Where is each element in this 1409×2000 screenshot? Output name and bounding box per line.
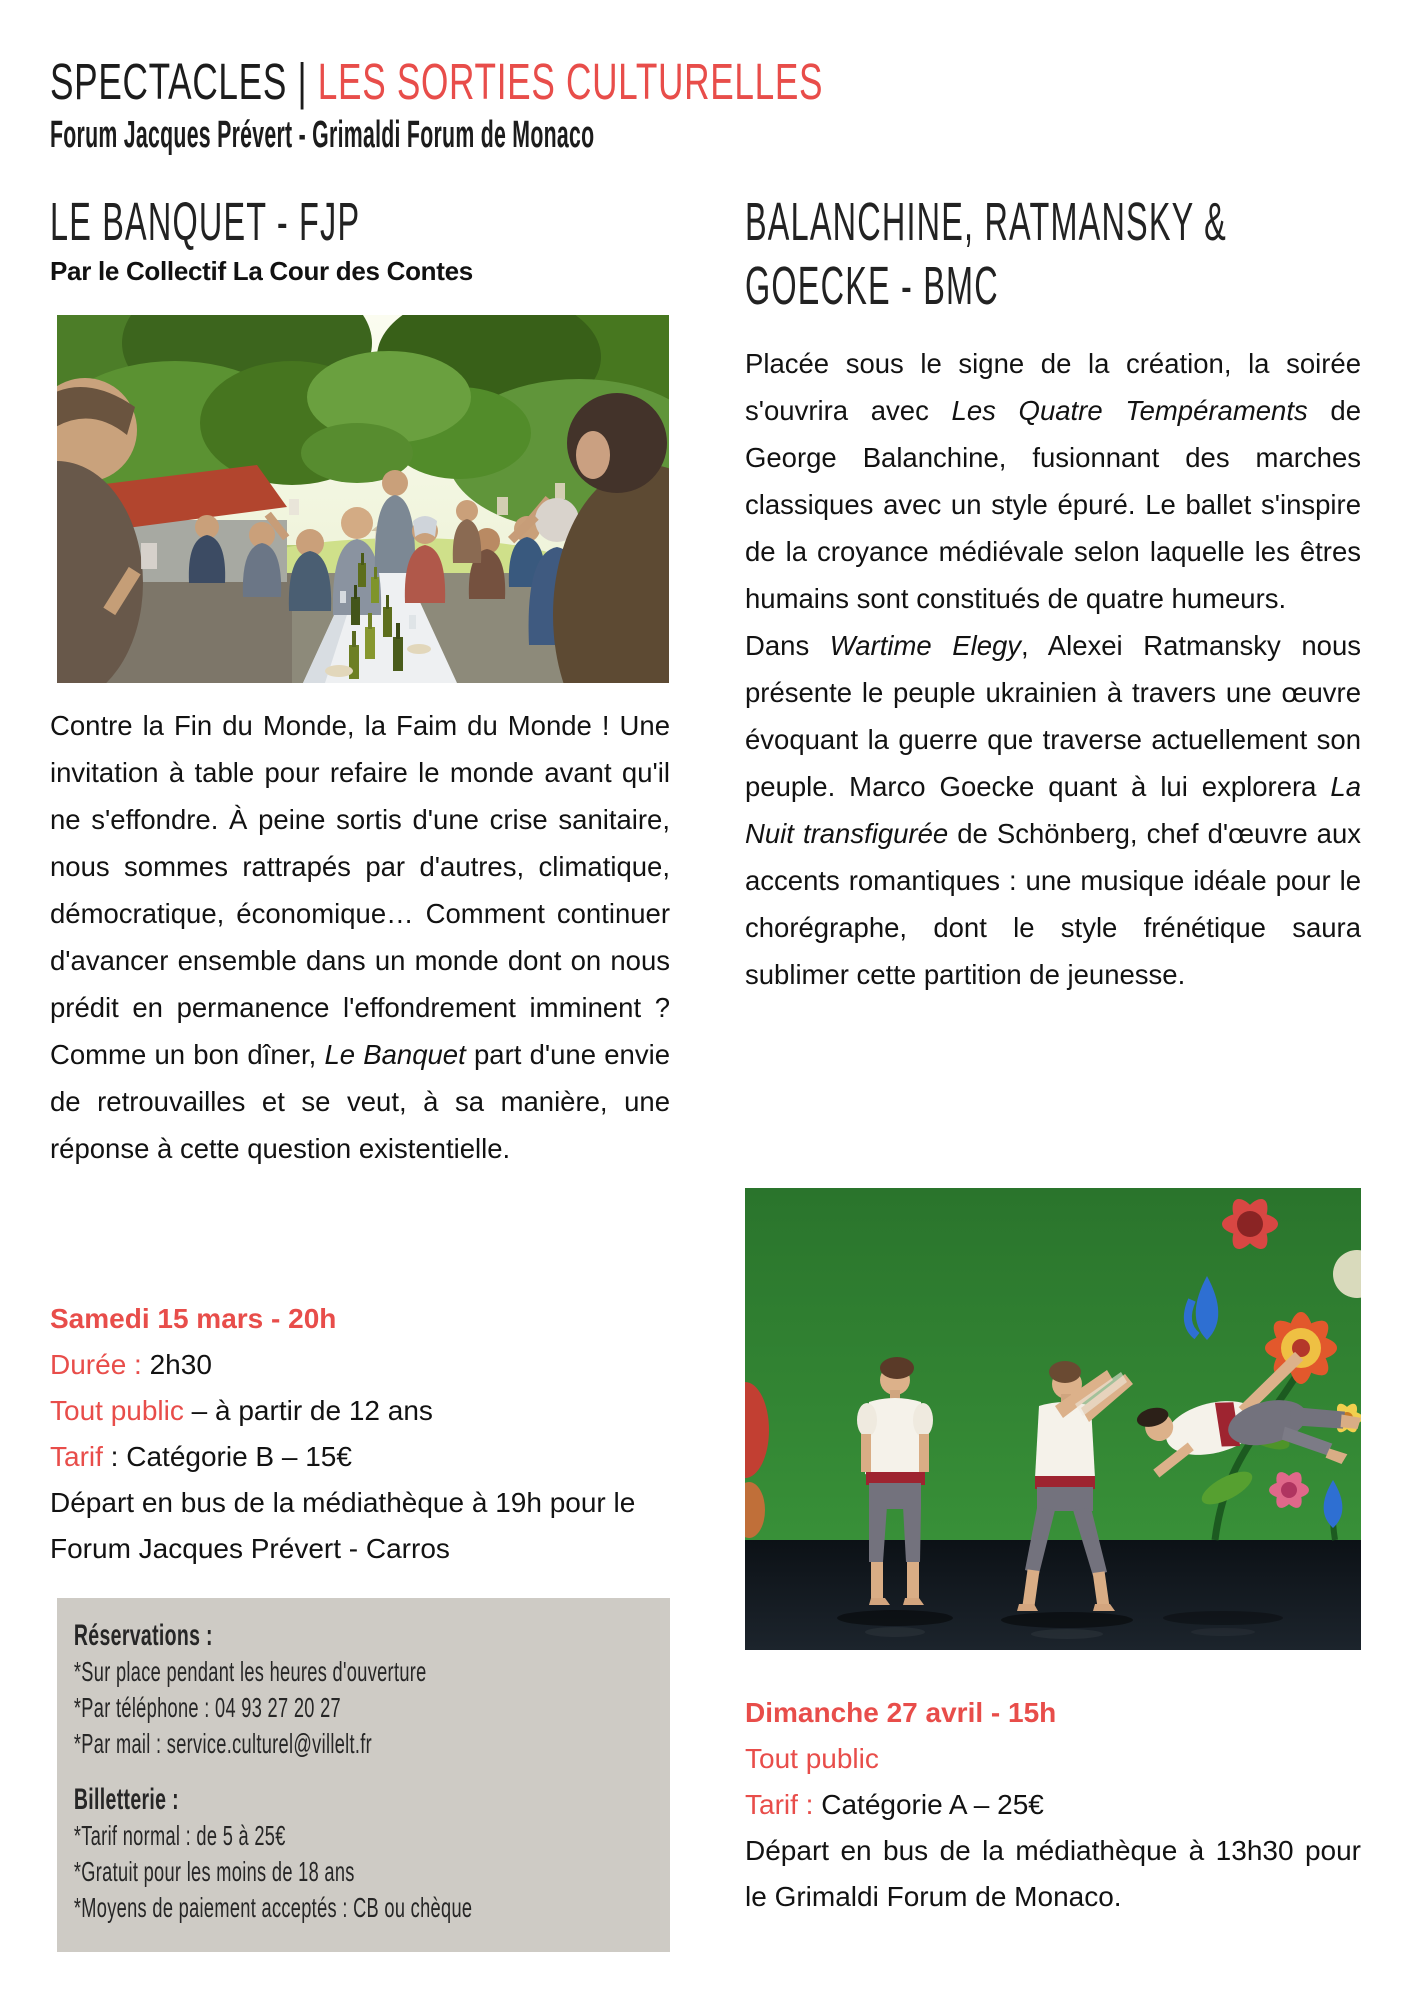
left-heading: LE BANQUET - FJP — [50, 192, 361, 252]
billetterie-item: *Moyens de paiement acceptés : CB ou chèque — [73, 1892, 473, 1923]
ballet-photo — [745, 1188, 1361, 1650]
right-event-date: Dimanche 27 avril - 15h — [745, 1697, 1057, 1728]
right-paragraph-1: Placée sous le signe de la création, la soirée s'ouvrira avec Les Quatre Tempéraments de George Balanchine, fusionnant des marches classiques avec un style épuré. Le ballet s'inspire de la croyance médiévale selon laquelle les êtres humains sont constitués de quatre humeurs. — [745, 348, 1361, 614]
billetterie-title: Billetterie : — [73, 1783, 179, 1816]
left-subheading: Par le Collectif La Cour des Contes — [50, 256, 473, 286]
right-event-price: Tarif : Catégorie A – 25€ — [745, 1789, 1044, 1820]
left-event-duration: Durée : 2h30 — [50, 1349, 212, 1380]
banquet-photo — [57, 315, 669, 683]
page-title-black: SPECTACLES | — [50, 53, 308, 110]
right-event-details — [745, 1690, 1361, 1920]
banquet-photo-illustration — [57, 315, 669, 683]
left-event-audience: Tout public – à partir de 12 ans — [50, 1395, 433, 1426]
billetterie-item: *Gratuit pour les moins de 18 ans — [73, 1856, 355, 1887]
page-subtitle: Forum Jacques Prévert - Grimaldi Forum de Monaco — [50, 114, 595, 156]
ballet-photo-illustration — [745, 1188, 1361, 1650]
page-title-red: LES SORTIES CULTURELLES — [317, 53, 824, 110]
billetterie-item: *Tarif normal : de 5 à 25€ — [73, 1820, 286, 1851]
left-event-transport: Départ en bus de la médiathèque à 19h pour le Forum Jacques Prévert - Carros — [50, 1487, 636, 1564]
right-heading: BALANCHINE, RATMANSKY & GOECKE - BMC — [745, 192, 1227, 316]
reservation-infobox — [57, 1598, 670, 1952]
reservation-item: *Sur place pendant les heures d'ouverture — [73, 1656, 427, 1687]
page-title — [50, 52, 1171, 111]
left-event-date: Samedi 15 mars - 20h — [50, 1303, 337, 1334]
reservations-title: Réservations : — [73, 1619, 213, 1652]
left-event-details — [50, 1296, 670, 1572]
reservation-item: *Par mail : service.culturel@villelt.fr — [73, 1728, 373, 1759]
reservation-item: *Par téléphone : 04 93 27 20 27 — [73, 1692, 342, 1723]
right-paragraph-2: Dans Wartime Elegy, Alexei Ratmansky nous présente le peuple ukrainien à travers une œuvre évoquant la guerre que traverse actuellement son peuple. Marco Goecke quant à lui explorera La Nuit transfigurée de Schönberg, chef d'œuvre aux accents romantiques : une musique idéale pour le chorégraphe, dont le style frénétique saura sublimer cette partition de jeunesse. — [745, 630, 1362, 990]
right-paragraphs — [745, 340, 1361, 998]
left-event-price: Tarif : Catégorie B – 15€ — [50, 1441, 352, 1472]
right-event-transport: Départ en bus de la médiathèque à 13h30 pour le Grimaldi Forum de Monaco. — [745, 1835, 1361, 1912]
left-paragraph: Contre la Fin du Monde, la Faim du Monde ! Une invitation à table pour refaire le monde avant qu'il ne s'effondre. À peine sortis d'une crise sanitaire, nous sommes rattrapés par d'autres, climatique, démocratique, économique… Comment continuer d'avancer ensemble dans un monde dont on nous prédit en permanence l'effondrement imminent ? Comme un bon dîner, Le Banquet part d'une envie de retrouvailles et se veut, à sa manière, une réponse à cette question existentielle. — [50, 710, 670, 1164]
right-event-audience: Tout public — [745, 1743, 879, 1774]
